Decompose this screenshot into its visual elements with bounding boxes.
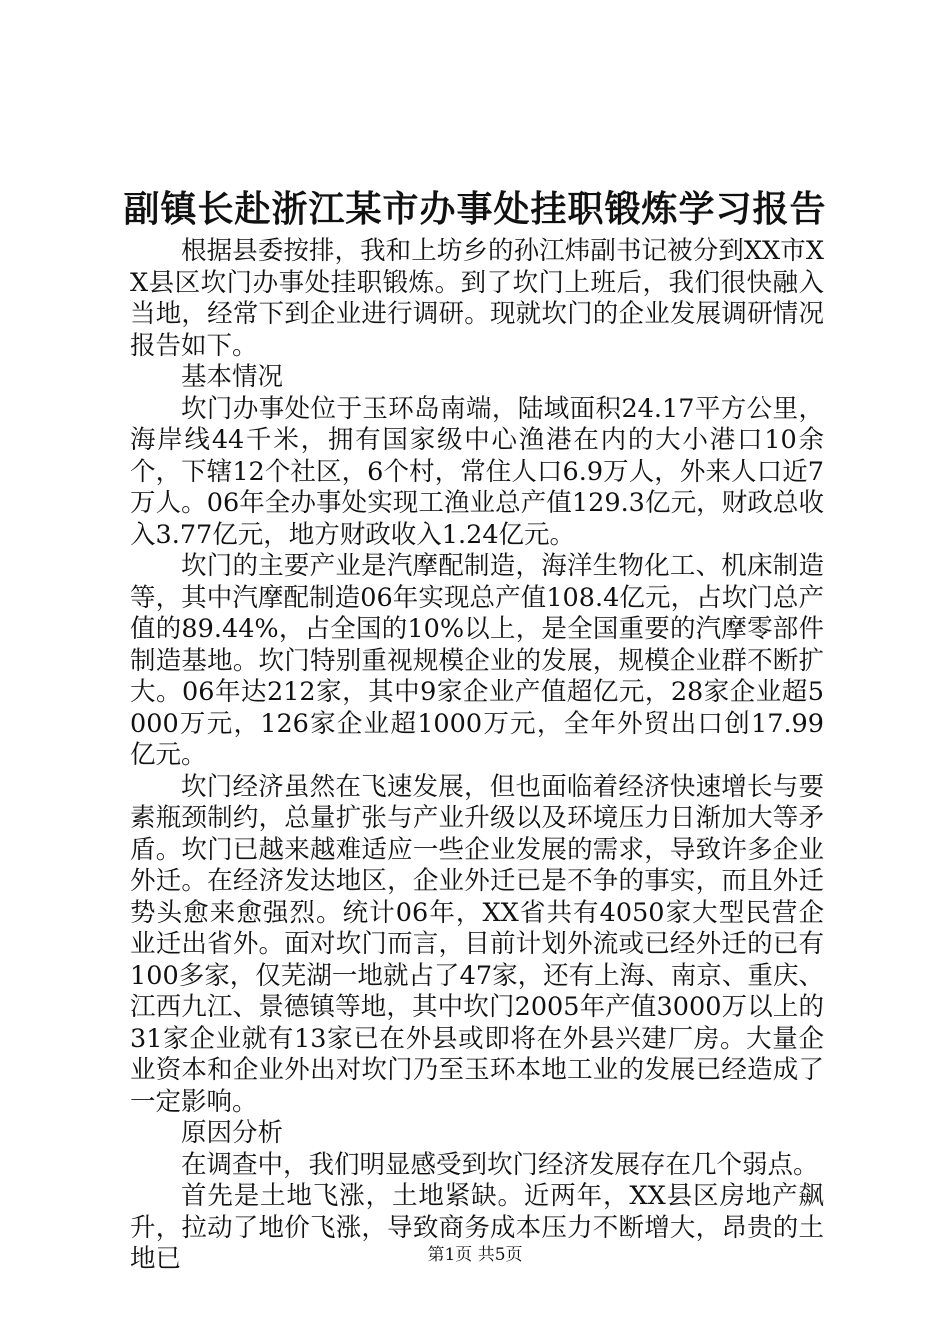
section-heading-cause-analysis: 原因分析 [181,1118,284,1148]
body-paragraph: 首先是土地飞涨，土地紧缺。近两年，XX县区房地产飙升，拉动了地价飞涨，导致商务成本压力不断增大，昂贵的土地已 [130,1181,824,1274]
document-title: 副镇长赴浙江某市办事处挂职锻炼学习报告 [123,188,827,230]
section-heading-basic-situation: 基本情况 [181,362,284,392]
intro-paragraph: 根据县委按排，我和上坊乡的孙江炜副书记被分到XX市XX县区坎门办事处挂职锻炼。到了坎门上班后，我们很快融入当地，经常下到企业进行调研。现就坎门的企业发展调研情况报告如下。 [130,236,824,361]
body-paragraph: 在调查中，我们明显感受到坎门经济发展存在几个弱点。 [181,1149,819,1180]
body-paragraph: 坎门办事处位于玉环岛南端，陆域面积24.17平方公里，海岸线44千米，拥有国家级中心渔港在内的大小港口10余个，下辖12个社区，6个村，常住人口6.9万人，外来人口近7万人。06年全办事处实现工渔业总产值129.3亿元，财政总收入3.77亿元，地方财政收入1.24亿元。 [130,393,824,550]
document-body [130,236,824,1276]
body-paragraph: 坎门的主要产业是汽摩配制造，海洋生物化工、机床制造等，其中汽摩配制造06年实现总产值108.4亿元，占坎门总产值的89.44%，占全国的10%以上，是全国重要的汽摩零部件制造基地。坎门特别重视规模企业的发展，规模企业群不断扩大。06年达212家，其中9家企业产值超亿元，28家企业超5000万元，126家企业超1000万元，全年外贸出口创17.99亿元。 [130,551,824,770]
body-paragraph: 坎门经济虽然在飞速发展，但也面临着经济快速增长与要素瓶颈制约，总量扩张与产业升级以及环境压力日渐加大等矛盾。坎门已越来越难适应一些企业发展的需求，导致许多企业外迁。在经济发达地区，企业外迁已是不争的事实，而且外迁势头愈来愈强烈。统计06年，XX省共有4050家大型民营企业迁出省外。面对坎门而言，目前计划外流或已经外迁的已有100多家，仅芜湖一地就占了47家，还有上海、南京、重庆、江西九江、景德镇等地，其中坎门2005年产值3000万以上的31家企业就有13家已在外县或即将在外县兴建厂房。大量企业资本和企业外出对坎门乃至玉环本地工业的发展已经造成了一定影响。 [130,771,824,1117]
page-number-footer: 第1页 共5页 [427,1245,523,1265]
